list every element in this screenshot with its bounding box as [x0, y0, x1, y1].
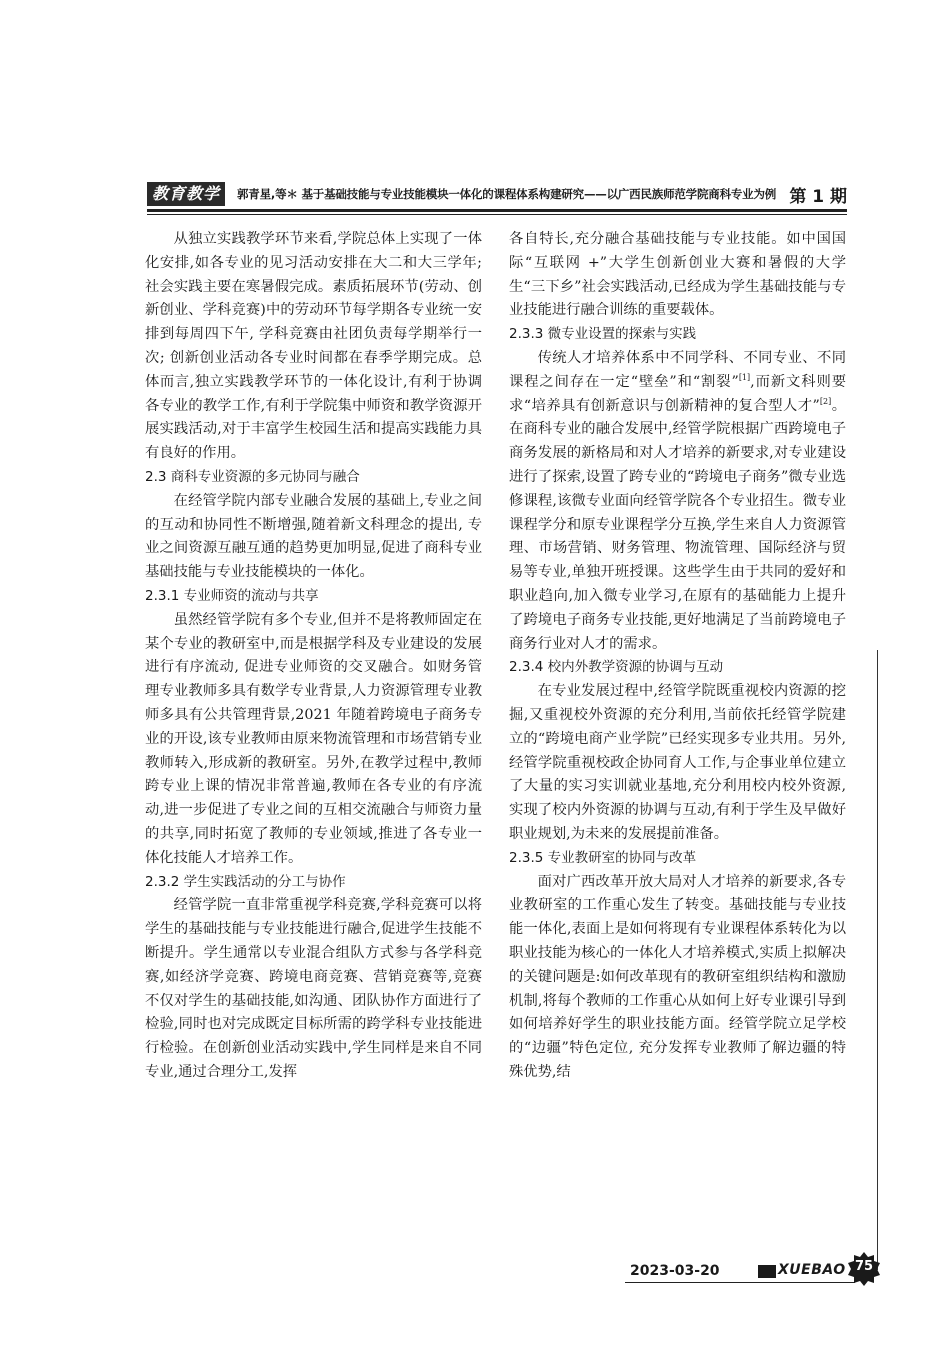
section-heading-2-3: 2.3 商科专业资源的多元协同与融合 — [145, 468, 360, 485]
paragraph: 经管学院一直非常重视学科竞赛,学科竞赛可以将学生的基础技能与专业技能进行融合,促进学生技能不断提升。学生通常以专业混合组队方式参与各学科竞赛,如经济学竞赛、跨境电商竞赛、营销竞赛等,竞赛不仅对学生的基础技能,如沟通、团队协作方面进行了检验,同时也对完成既定目标所需的跨学科专业技能进行检验。在创新创业活动实践中,学生同样是来自不同专业,通过合理分工,发挥 — [145, 897, 482, 1080]
header-rule — [147, 209, 847, 212]
paragraph: 面对广西改革开放大局对人才培养的新要求,各专业教研室的工作重心发生了转变。基础技能与专业技能一体化,表面上是如何将现有专业课程体系转化为以职业技能为核心的一体化人才培养模式,实质上拟解决的关键问题是:如何改革现有的教研室组织结构和激励机制,将每个教师的工作重心从如何上好专业课引导到如何培养好学生的职业技能方面。经管学院立足学校的“边疆”特色定位, 充分发挥专业教师了解边疆的特殊优势,结 — [509, 873, 846, 1080]
paragraph: 从独立实践教学环节来看,学院总体上实现了一体化安排,如各专业的见习活动安排在大二和大三学年;社会实践主要在寒暑假完成。素质拓展环节(劳动、创新创业、学科竞赛)中的劳动环节每学期各专业统一安排到每周四下午, 学科竞赛由社团负责每学期举行一次; 创新创业活动各专业时间都在春季学期完成。总体而言,独立实践教学环节的一体化设计,有利于协调各专业的教学工作,有利于学院集中师资和教学资源开展实践活动,对于丰富学生校园生活和提高实践能力具有良好的作用。 — [145, 231, 482, 462]
left-column — [145, 228, 482, 1085]
paragraph-text: 传统人才培养体系中不同学科、不同专业、不同课程之间存在一定“壁垒”和“割裂” — [509, 349, 846, 390]
page-number: 75 — [854, 1259, 874, 1274]
section-heading-2-3-3: 2.3.3 微专业设置的探索与实践 — [509, 326, 697, 343]
paragraph: 在专业发展过程中,经管学院既重视校内资源的挖掘,又重视校外资源的充分利用,当前依托经管学院建立的“跨境电商产业学院”已经实现多专业共用。另外,经管学院重视校政企协同育人工作,与企事业单位建立了大量的实习实训就业基地,充分利用校内校外资源,实现了校内外资源的协调与互动,有利于学生及早做好职业规划,为未来的发展提前准备。 — [509, 683, 846, 842]
journal-brand: XUEBAO — [778, 1262, 846, 1278]
paragraph-text: ,而新文科则要求“培养具有创新意识与创新精神的复合型人才” — [509, 373, 846, 414]
paragraph: 在经管学院内部专业融合发展的基础上,专业之间的互动和协同性不断增强,随着新文科理念的提出, 专业之间资源互融互通的趋势更加明显,促进了商科专业基础技能与专业技能模块的一体化。 — [145, 492, 482, 581]
margin-rule — [877, 650, 878, 1270]
paragraph: 虽然经管学院有多个专业,但并不是将教师固定在某个专业的教研室中,而是根据学科及专业建设的发展进行有序流动, 促进专业师资的交叉融合。如财务管理专业教师多具有数学专业背景,人力资源管理专业教师多具有公共管理背景,2021 年随着跨境电子商务专业的开设,该专业教师由原来物流管理和市场营销专业教师转入,形成新的教研室。另外,在教学过程中,教师跨专业上课的情况非常普遍,教师在各专业的有序流动,进一步促进了专业之间的互相交流融合与师资力量的共享,同时拓宽了教师的专业领域,推进了各专业一体化技能人才培养工作。 — [145, 611, 482, 866]
running-title: 郭青星,等＊ 基于基础技能与专业技能模块一体化的课程体系构建研究——以广西民族师范学院商科专业为例 — [237, 187, 777, 201]
issue-label: 第 1 期 — [789, 187, 847, 207]
paragraph-continued: 各自特长,充分融合基础技能与专业技能。如中国国际“互联网 +”大学生创新创业大赛和暑假的大学生“三下乡”社会实践活动,已经成为学生基础技能与专业技能进行融合训练的重要载体。 — [509, 231, 846, 319]
citation-ref-2: [2] — [819, 396, 832, 406]
publication-date: 2023-03-20 — [630, 1263, 720, 1279]
paragraph-text: 。在商科专业的融合发展中,经管学院根据广西跨境电子商务发展的新格局和对人才培养的新要求,对专业建设进行了探索,设置了跨专业的“跨境电子商务”微专业选修课程,该微专业面向经管学院各个专业招生。微专业课程学分和原专业课程学分互换,学生来自人力资源管理、市场营销、财务管理、物流管理、国际经济与贸易等专业,单独开班授课。这些学生由于共同的爱好和职业趋向,加入微专业学习,在原有的基础能力上提升了跨境电子商务专业技能,更好地满足了当前跨境电子商务行业对人才的需求。 — [509, 397, 846, 652]
right-column — [509, 228, 846, 1085]
header-rule-thin — [147, 214, 847, 215]
footer-block-mark — [758, 1265, 776, 1278]
citation-ref-1: [1] — [738, 373, 751, 383]
journal-section-badge: 教育教学 — [147, 182, 225, 206]
running-header — [147, 180, 847, 208]
section-heading-2-3-4: 2.3.4 校内外教学资源的协调与互动 — [509, 659, 724, 676]
footer-rule — [625, 1282, 855, 1283]
section-heading-2-3-2: 2.3.2 学生实践活动的分工与协作 — [145, 873, 346, 890]
section-heading-2-3-1: 2.3.1 专业师资的流动与共享 — [145, 587, 319, 604]
paragraph — [509, 347, 846, 656]
section-heading-2-3-5: 2.3.5 专业教研室的协同与改革 — [509, 849, 697, 866]
